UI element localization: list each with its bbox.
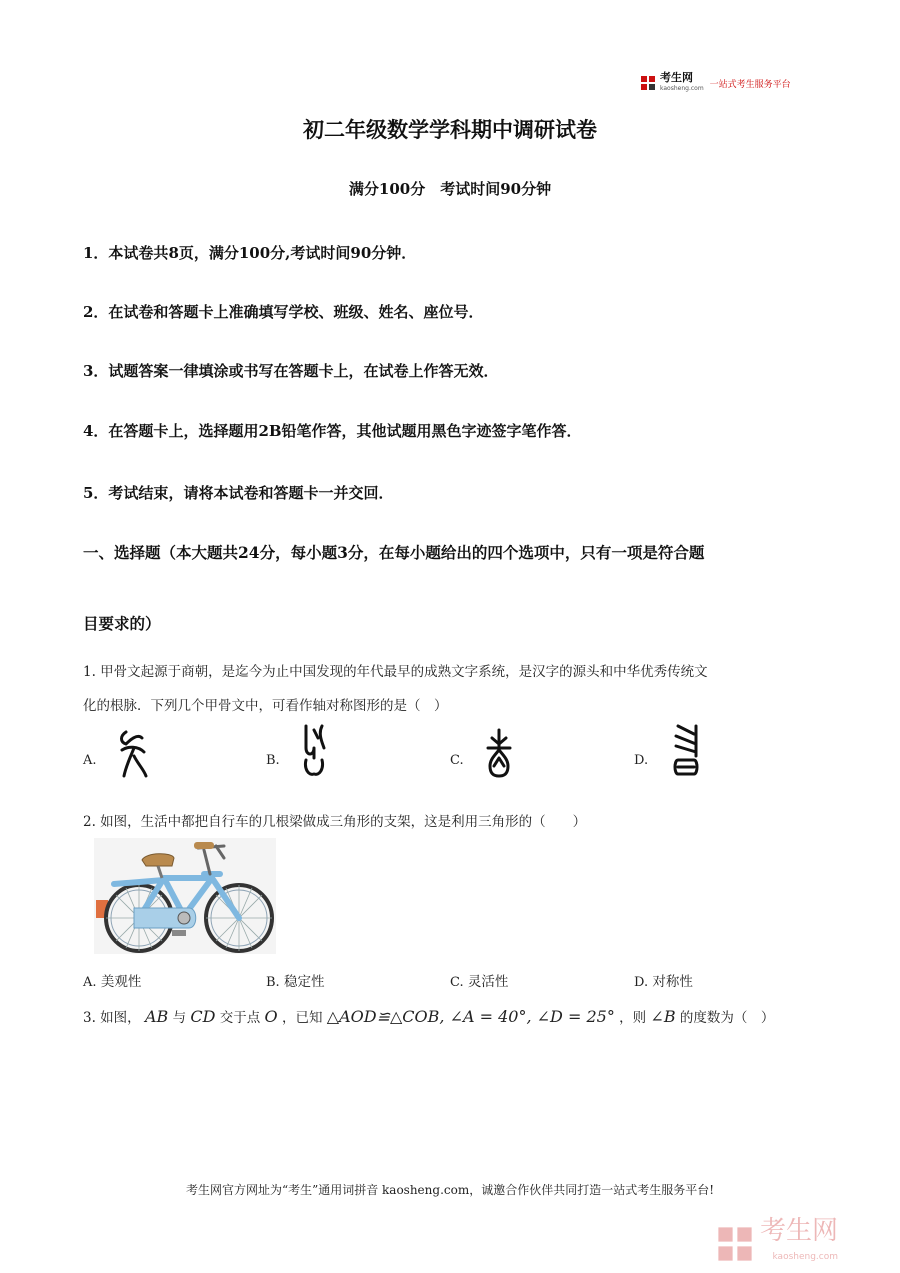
oracle-glyph-c-icon bbox=[480, 726, 518, 780]
page-title: 初二年级数学学科期中调研试卷 bbox=[303, 117, 597, 142]
q1-text-line1: 1. 甲骨文起源于商朝，是迄今为止中国发现的年代最早的成熟文字系统，是汉字的源头和中华优秀传统文 bbox=[83, 664, 708, 680]
page-footer: 考生网官方网址为“考生”通用词拼音 kaosheng.com，诚邀合作伙伴共同打造一站式考生服务平台! bbox=[185, 1183, 715, 1197]
q1-text-line2: 化的根脉．下列几个甲骨文中，可看作轴对称图形的是（ ） bbox=[83, 698, 448, 714]
watermark-brand: 考生网 kaosheng.com bbox=[760, 1216, 839, 1262]
q3-angle-b: ∠B bbox=[650, 1007, 676, 1026]
notice-item: 5．考试结束，请将本试卷和答题卡一并交回． bbox=[83, 484, 394, 502]
watermark-logo-icon bbox=[716, 1225, 754, 1263]
header-brand: 考生网 kaosheng.com bbox=[660, 71, 704, 92]
oracle-glyph-b-icon bbox=[296, 722, 332, 780]
q2-option-a[interactable]: A. 美观性 bbox=[83, 974, 142, 990]
page-subtitle: 满分100分 考试时间90分钟 bbox=[348, 180, 552, 198]
section-heading-line1: 一、选择题（本大题共24分，每小题3分，在每小题给出的四个选项中，只有一项是符合题 bbox=[83, 543, 705, 562]
bicycle-illustration bbox=[94, 838, 276, 954]
kaosheng-logo-icon bbox=[640, 75, 656, 91]
q3-segment-cd: CD bbox=[190, 1007, 216, 1026]
q3-condition: △AOD≌△COB, ∠A = 40°, ∠D = 25° bbox=[326, 1007, 615, 1026]
q1-option-c[interactable]: C. bbox=[450, 753, 464, 768]
header-logo[interactable] bbox=[640, 72, 791, 94]
q1-option-d[interactable]: D. bbox=[634, 753, 649, 768]
section-heading-line2: 目要求的） bbox=[83, 614, 161, 633]
notice-item: 2．在试卷和答题卡上准确填写学校、班级、姓名、座位号． bbox=[83, 303, 484, 321]
notice-item: 4．在答题卡上，选择题用2B铅笔作答，其他试题用黑色字迹签字笔作答． bbox=[83, 422, 582, 440]
q2-text: 2. 如图，生活中都把自行车的几根梁做成三角形的支架，这是利用三角形的（ ） bbox=[83, 814, 587, 830]
watermark-logo bbox=[716, 1218, 838, 1270]
notice-item: 1．本试卷共8页，满分100分,考试时间90分钟． bbox=[83, 244, 417, 262]
q3-segment-ab: AB bbox=[144, 1007, 169, 1026]
q1-option-a[interactable]: A. bbox=[83, 753, 97, 768]
q3-text: 3. 如图， AB 与 CD 交于点 O ，已知 △AOD≌△COB, ∠A = 40°, ∠D = 25° ，则 ∠B 的度数为（ ） bbox=[83, 1007, 775, 1026]
notice-item: 3．试题答案一律填涂或书写在答题卡上，在试卷上作答无效． bbox=[83, 362, 499, 380]
q3-point-o: O bbox=[264, 1007, 278, 1026]
q2-option-d[interactable]: D. 对称性 bbox=[634, 974, 693, 990]
oracle-glyph-d-icon bbox=[668, 722, 704, 780]
q2-option-b[interactable]: B. 稳定性 bbox=[266, 974, 325, 990]
q1-option-b[interactable]: B. bbox=[266, 753, 280, 768]
oracle-glyph-a-icon bbox=[116, 726, 152, 780]
q2-option-c[interactable]: C. 灵活性 bbox=[450, 974, 509, 990]
header-slogan: 一站式考生服务平台 bbox=[709, 79, 791, 90]
